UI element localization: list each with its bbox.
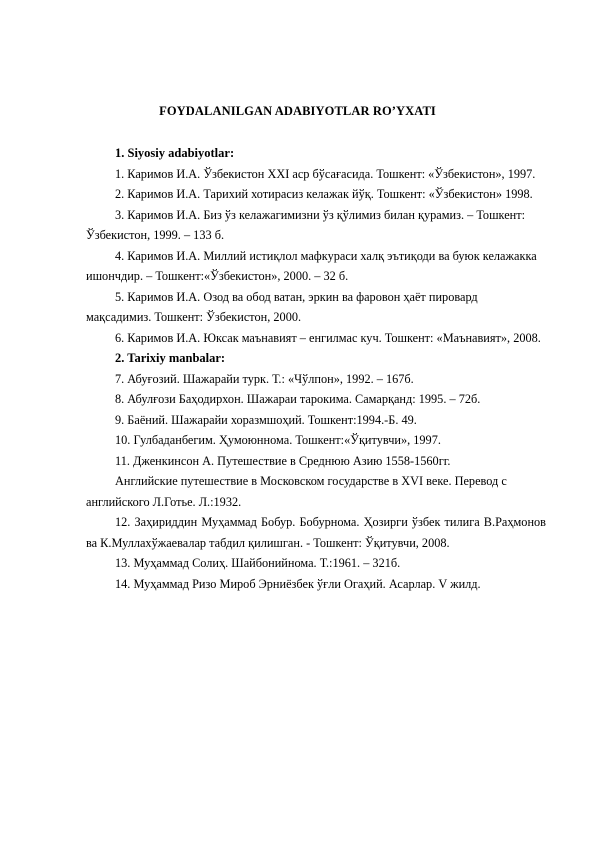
bibliography-entry: 1. Каримов И.А. Ўзбекистон XXI аср бўсағасида. Тошкент: «Ўзбекистон», 1997. [115, 166, 536, 181]
bibliography-entry: 4. Каримов И.А. Миллий истиқлол мафкураси халқ эътиқоди ва буюк келажакка ишончдир. – Тошкент:«Ўзбекистон», 2000. – 32 б. [86, 248, 537, 283]
bibliography-entry: 12. Заҳириддин Муҳаммад Бобур. Бобурнома. Ҳозирги ўзбек тилига В.Раҳмонов ва К.Муллахўжаевалар табдил қилишган. - Тошкент: Ўқитувчи, 2008. [86, 515, 546, 550]
bibliography-entry: 2. Каримов И.А. Тарихий хотирасиз келажак йўқ. Тошкент: «Ўзбекистон» 1998. [115, 187, 533, 201]
bibliography-entry: 9. Баёний. Шажарайи хоразмшоҳий. Тошкент:1994.-Б. 49. [115, 412, 417, 427]
page-title: FOYDALANILGAN ADABIYOTLAR RO’YXATI [159, 104, 436, 118]
bibliography-entry: 3. Каримов И.А. Биз ўз келажагимизни ўз қўлимиз билан қурамиз. – Тошкент: Ўзбекистон, 1999. – 133 б. [86, 207, 526, 242]
bibliography-entry: 7. Абуғозий. Шажарайи турк. Т.: «Чўлпон», 1992. – 167б. [115, 371, 414, 386]
bibliography-entry: 14. Муҳаммад Ризо Мироб Эрниёзбек ўғли Огаҳий. Асарлар. V жилд. [115, 576, 481, 591]
section-heading-historical: 2. Tarixiy manbalar: [115, 351, 226, 365]
bibliography [86, 143, 546, 594]
bibliography-entry: 10. Гулбаданбегим. Ҳумоюнномa. Тошкент:«Ўқитувчи», 1997. [115, 433, 441, 447]
bibliography-entry: 8. Абулғози Баҳодирхон. Шажараи тарокима. Самарқанд: 1995. – 72б. [115, 392, 481, 406]
bibliography-entry: 11. Дженкинсон А. Путешествие в Среднюю Азию 1558-1560гг. [115, 453, 451, 468]
bibliography-entry: Английские путешествие в Московском государстве в XVI веке. Перевод с английского Л.Готье. Л.:1932. [86, 474, 507, 509]
bibliography-entry: 6. Каримов И.А. Юксак маънавият – енгилмас куч. Тошкент: «Маънавият», 2008. [115, 330, 541, 345]
bibliography-entry: 5. Каримов И.А. Озод ва обод ватан, эркин ва фаровон ҳаёт пировард мақсадимиз. Тошкент: Ўзбекистон, 2000. [86, 289, 478, 324]
bibliography-entry: 13. Муҳаммад Солиҳ. Шайбонийнома. Т.:1961. – 321б. [115, 556, 401, 570]
section-heading-political: 1. Siyosiy adabiyotlar: [115, 146, 235, 160]
